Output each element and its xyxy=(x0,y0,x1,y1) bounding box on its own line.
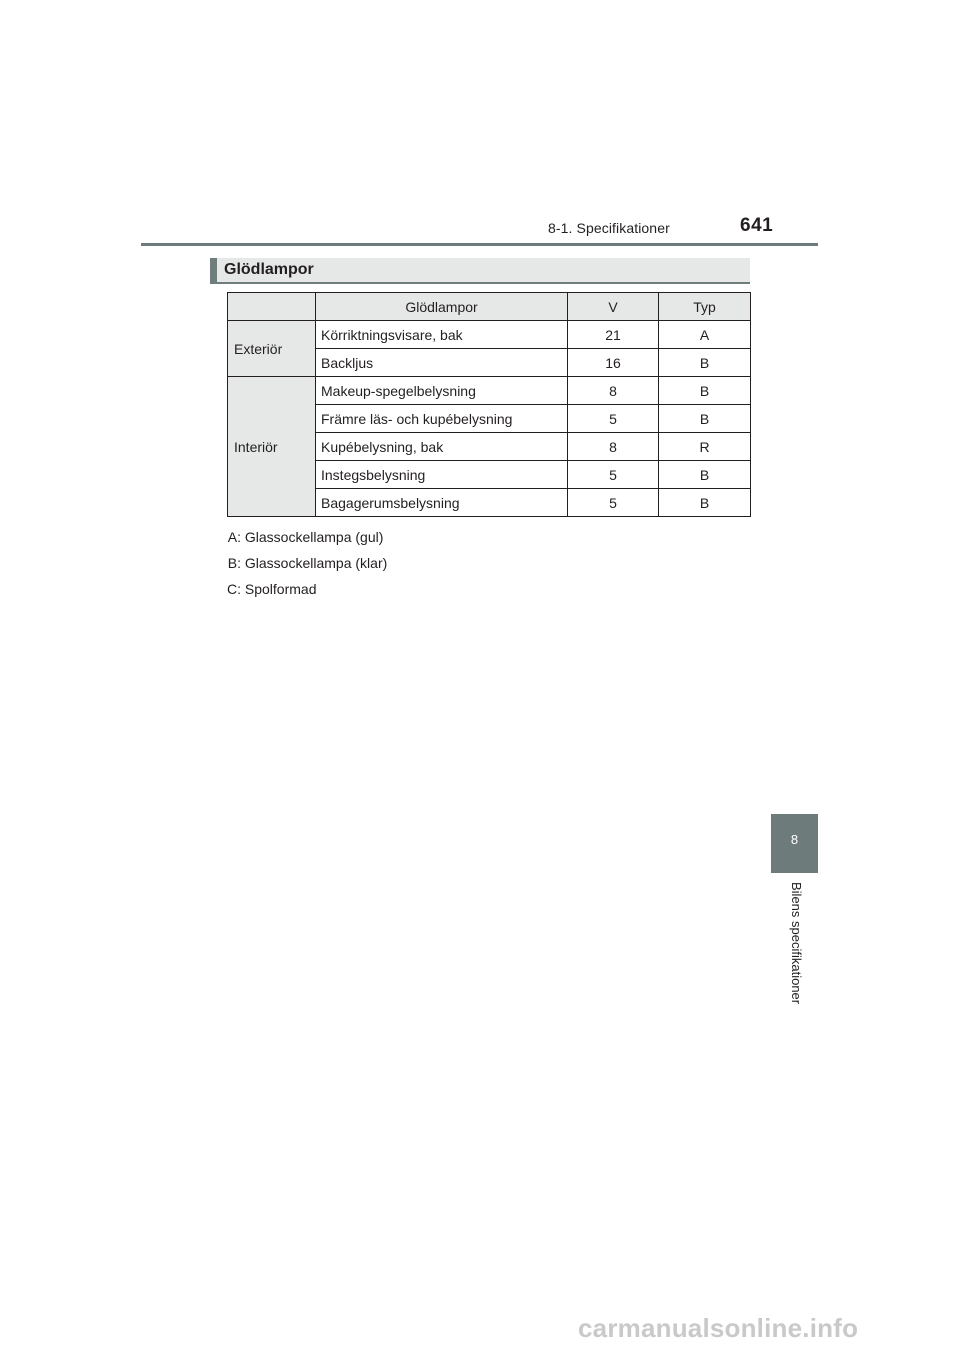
bulb-watt: 5 xyxy=(568,489,659,517)
bulb-type: B xyxy=(659,489,751,517)
bulb-name: Instegsbelysning xyxy=(316,461,568,489)
section-title-bar xyxy=(210,258,750,284)
legend-text: Glassockellampa (klar) xyxy=(244,555,388,571)
bulb-watt: 5 xyxy=(568,405,659,433)
bulb-table xyxy=(227,292,751,517)
bulb-name: Backljus xyxy=(316,349,568,377)
bulb-type: R xyxy=(659,433,751,461)
bulb-watt: 21 xyxy=(568,321,659,349)
bulb-name: Främre läs- och kupébelysning xyxy=(316,405,568,433)
type-legend xyxy=(221,528,387,606)
group-interior: Interiör xyxy=(228,377,316,517)
legend-item xyxy=(221,528,387,554)
bulb-type: B xyxy=(659,349,751,377)
legend-key: C: xyxy=(227,581,241,597)
legend-text: Spolformad xyxy=(244,581,317,597)
header-cell-empty xyxy=(228,293,316,321)
legend-key: B: xyxy=(227,555,241,571)
bulb-type: B xyxy=(659,461,751,489)
bulb-name: Bagagerumsbelysning xyxy=(316,489,568,517)
header-cell-bulbs: Glödlampor xyxy=(316,293,568,321)
bulb-type: B xyxy=(659,377,751,405)
bulb-name: Kupébelysning, bak xyxy=(316,433,568,461)
header-cell-watt: V xyxy=(568,293,659,321)
page-number: 641 xyxy=(740,215,774,236)
bulb-watt: 8 xyxy=(568,377,659,405)
chapter-tab: 8 xyxy=(771,814,818,873)
watermark: carmanualsonline.info xyxy=(578,1313,859,1343)
legend-item xyxy=(221,554,387,580)
section-title: Glödlampor xyxy=(224,261,314,278)
bulb-name: Körriktningsvisare, bak xyxy=(316,321,568,349)
legend-item xyxy=(221,580,387,606)
bulb-type: B xyxy=(659,405,751,433)
bulb-watt: 16 xyxy=(568,349,659,377)
legend-key: A: xyxy=(227,529,241,545)
bulb-watt: 5 xyxy=(568,461,659,489)
group-exterior: Exteriör xyxy=(228,321,316,377)
chapter-label: Bilens specifikationer xyxy=(789,882,804,1005)
bulb-name: Makeup-spegelbelysning xyxy=(316,377,568,405)
header-cell-type: Typ xyxy=(659,293,751,321)
table-row xyxy=(228,321,751,349)
legend-text: Glassockellampa (gul) xyxy=(244,529,384,545)
section-header: 8-1. Specifikationer xyxy=(548,220,670,236)
header-divider xyxy=(141,243,818,246)
table-header-row xyxy=(228,293,751,321)
bulb-type: A xyxy=(659,321,751,349)
bulb-watt: 8 xyxy=(568,433,659,461)
table-row xyxy=(228,377,751,405)
